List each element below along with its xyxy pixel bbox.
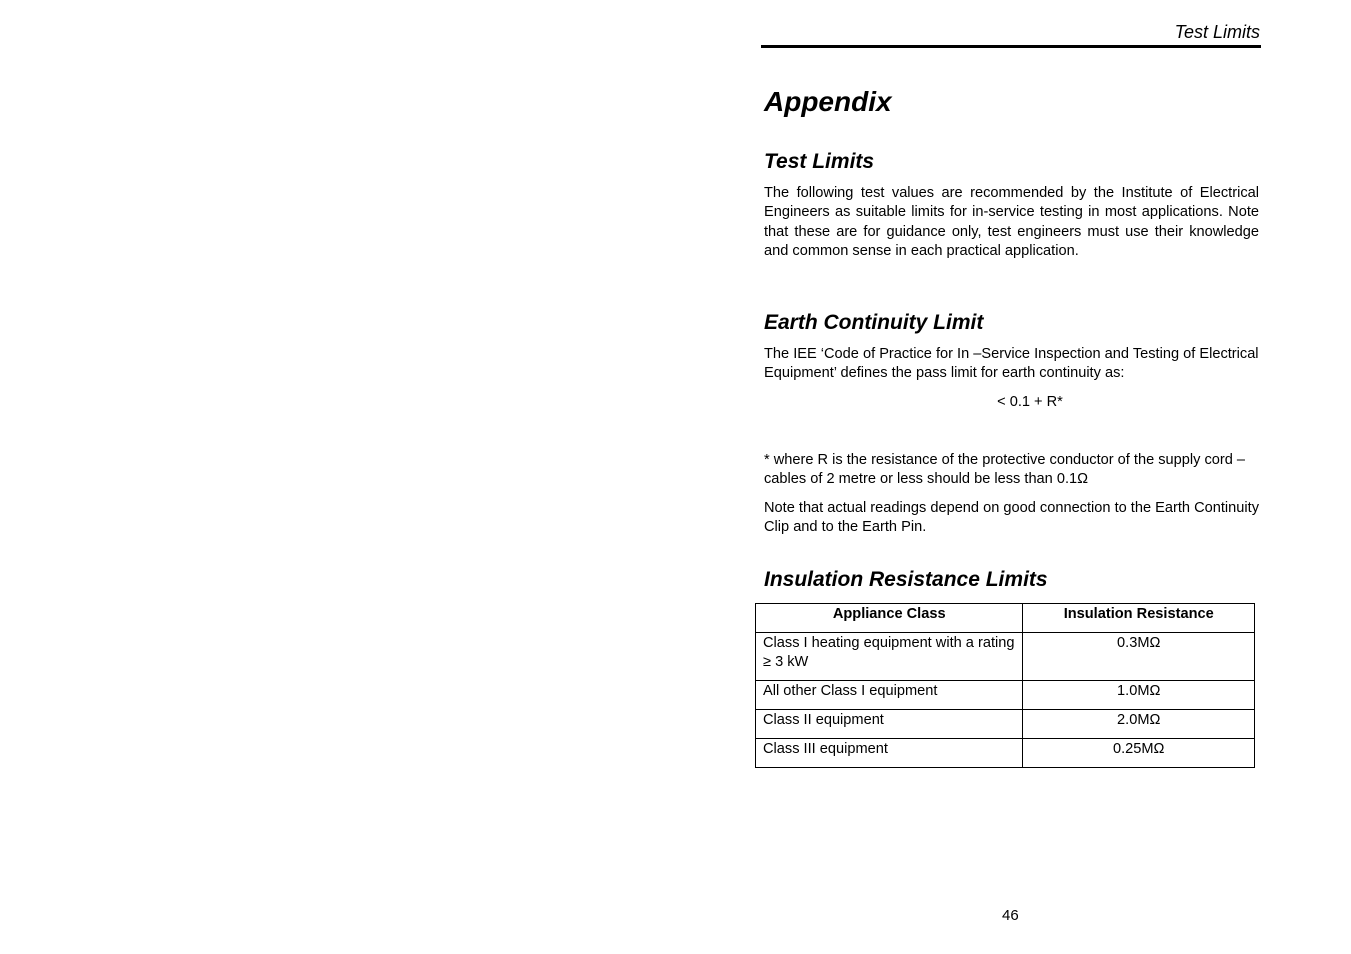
earth-continuity-note: Note that actual readings depend on good connection to the Earth Continuity Clip and to the Earth Pin. xyxy=(764,500,1259,536)
insulation-value-cell: 2.0MΩ xyxy=(1023,710,1255,739)
insulation-value-cell: 0.3MΩ xyxy=(1023,633,1255,681)
appliance-class-cell: All other Class I equipment xyxy=(756,681,1023,710)
insulation-value-cell: 0.25MΩ xyxy=(1023,739,1255,768)
page-number: 46 xyxy=(1002,907,1019,924)
section-heading-test-limits: Test Limits xyxy=(764,150,875,173)
table-row xyxy=(756,739,1255,768)
earth-continuity-footnote: * where R is the resistance of the protective conductor of the supply cord –cables of 2 metre or less should be less than 0.1Ω xyxy=(764,452,1246,488)
insulation-value-cell: 1.0MΩ xyxy=(1023,681,1255,710)
earth-continuity-paragraph: The IEE ‘Code of Practice for In –Service Inspection and Testing of Electrical Equipment’ defines the pass limit for earth continuity as: xyxy=(764,346,1259,382)
section-heading-earth-continuity: Earth Continuity Limit xyxy=(764,311,984,334)
table-row xyxy=(756,681,1255,710)
appliance-class-cell: Class I heating equipment with a rating ≥ 3 kW xyxy=(756,633,1023,681)
column-header-appliance-class: Appliance Class xyxy=(756,604,1023,633)
column-header-insulation-resistance: Insulation Resistance xyxy=(1023,604,1255,633)
page-title: Appendix xyxy=(764,86,892,117)
table-row xyxy=(756,633,1255,681)
table-row xyxy=(756,710,1255,739)
test-limits-paragraph: The following test values are recommended by the Institute of Electrical Engineers as suitable limits for in-service testing in most applications. Note that these are for guidance only, test engineers must use their knowledge and common sense in each practical application. xyxy=(764,185,1259,259)
section-heading-insulation-resistance: Insulation Resistance Limits xyxy=(764,568,1048,591)
appliance-class-cell: Class II equipment xyxy=(756,710,1023,739)
insulation-resistance-table xyxy=(755,603,1255,768)
appliance-class-cell: Class III equipment xyxy=(756,739,1023,768)
header-rule xyxy=(761,45,1261,48)
running-header: Test Limits xyxy=(1174,22,1260,42)
table-header-row xyxy=(756,604,1255,633)
earth-continuity-formula: < 0.1 + R* xyxy=(997,394,1063,410)
